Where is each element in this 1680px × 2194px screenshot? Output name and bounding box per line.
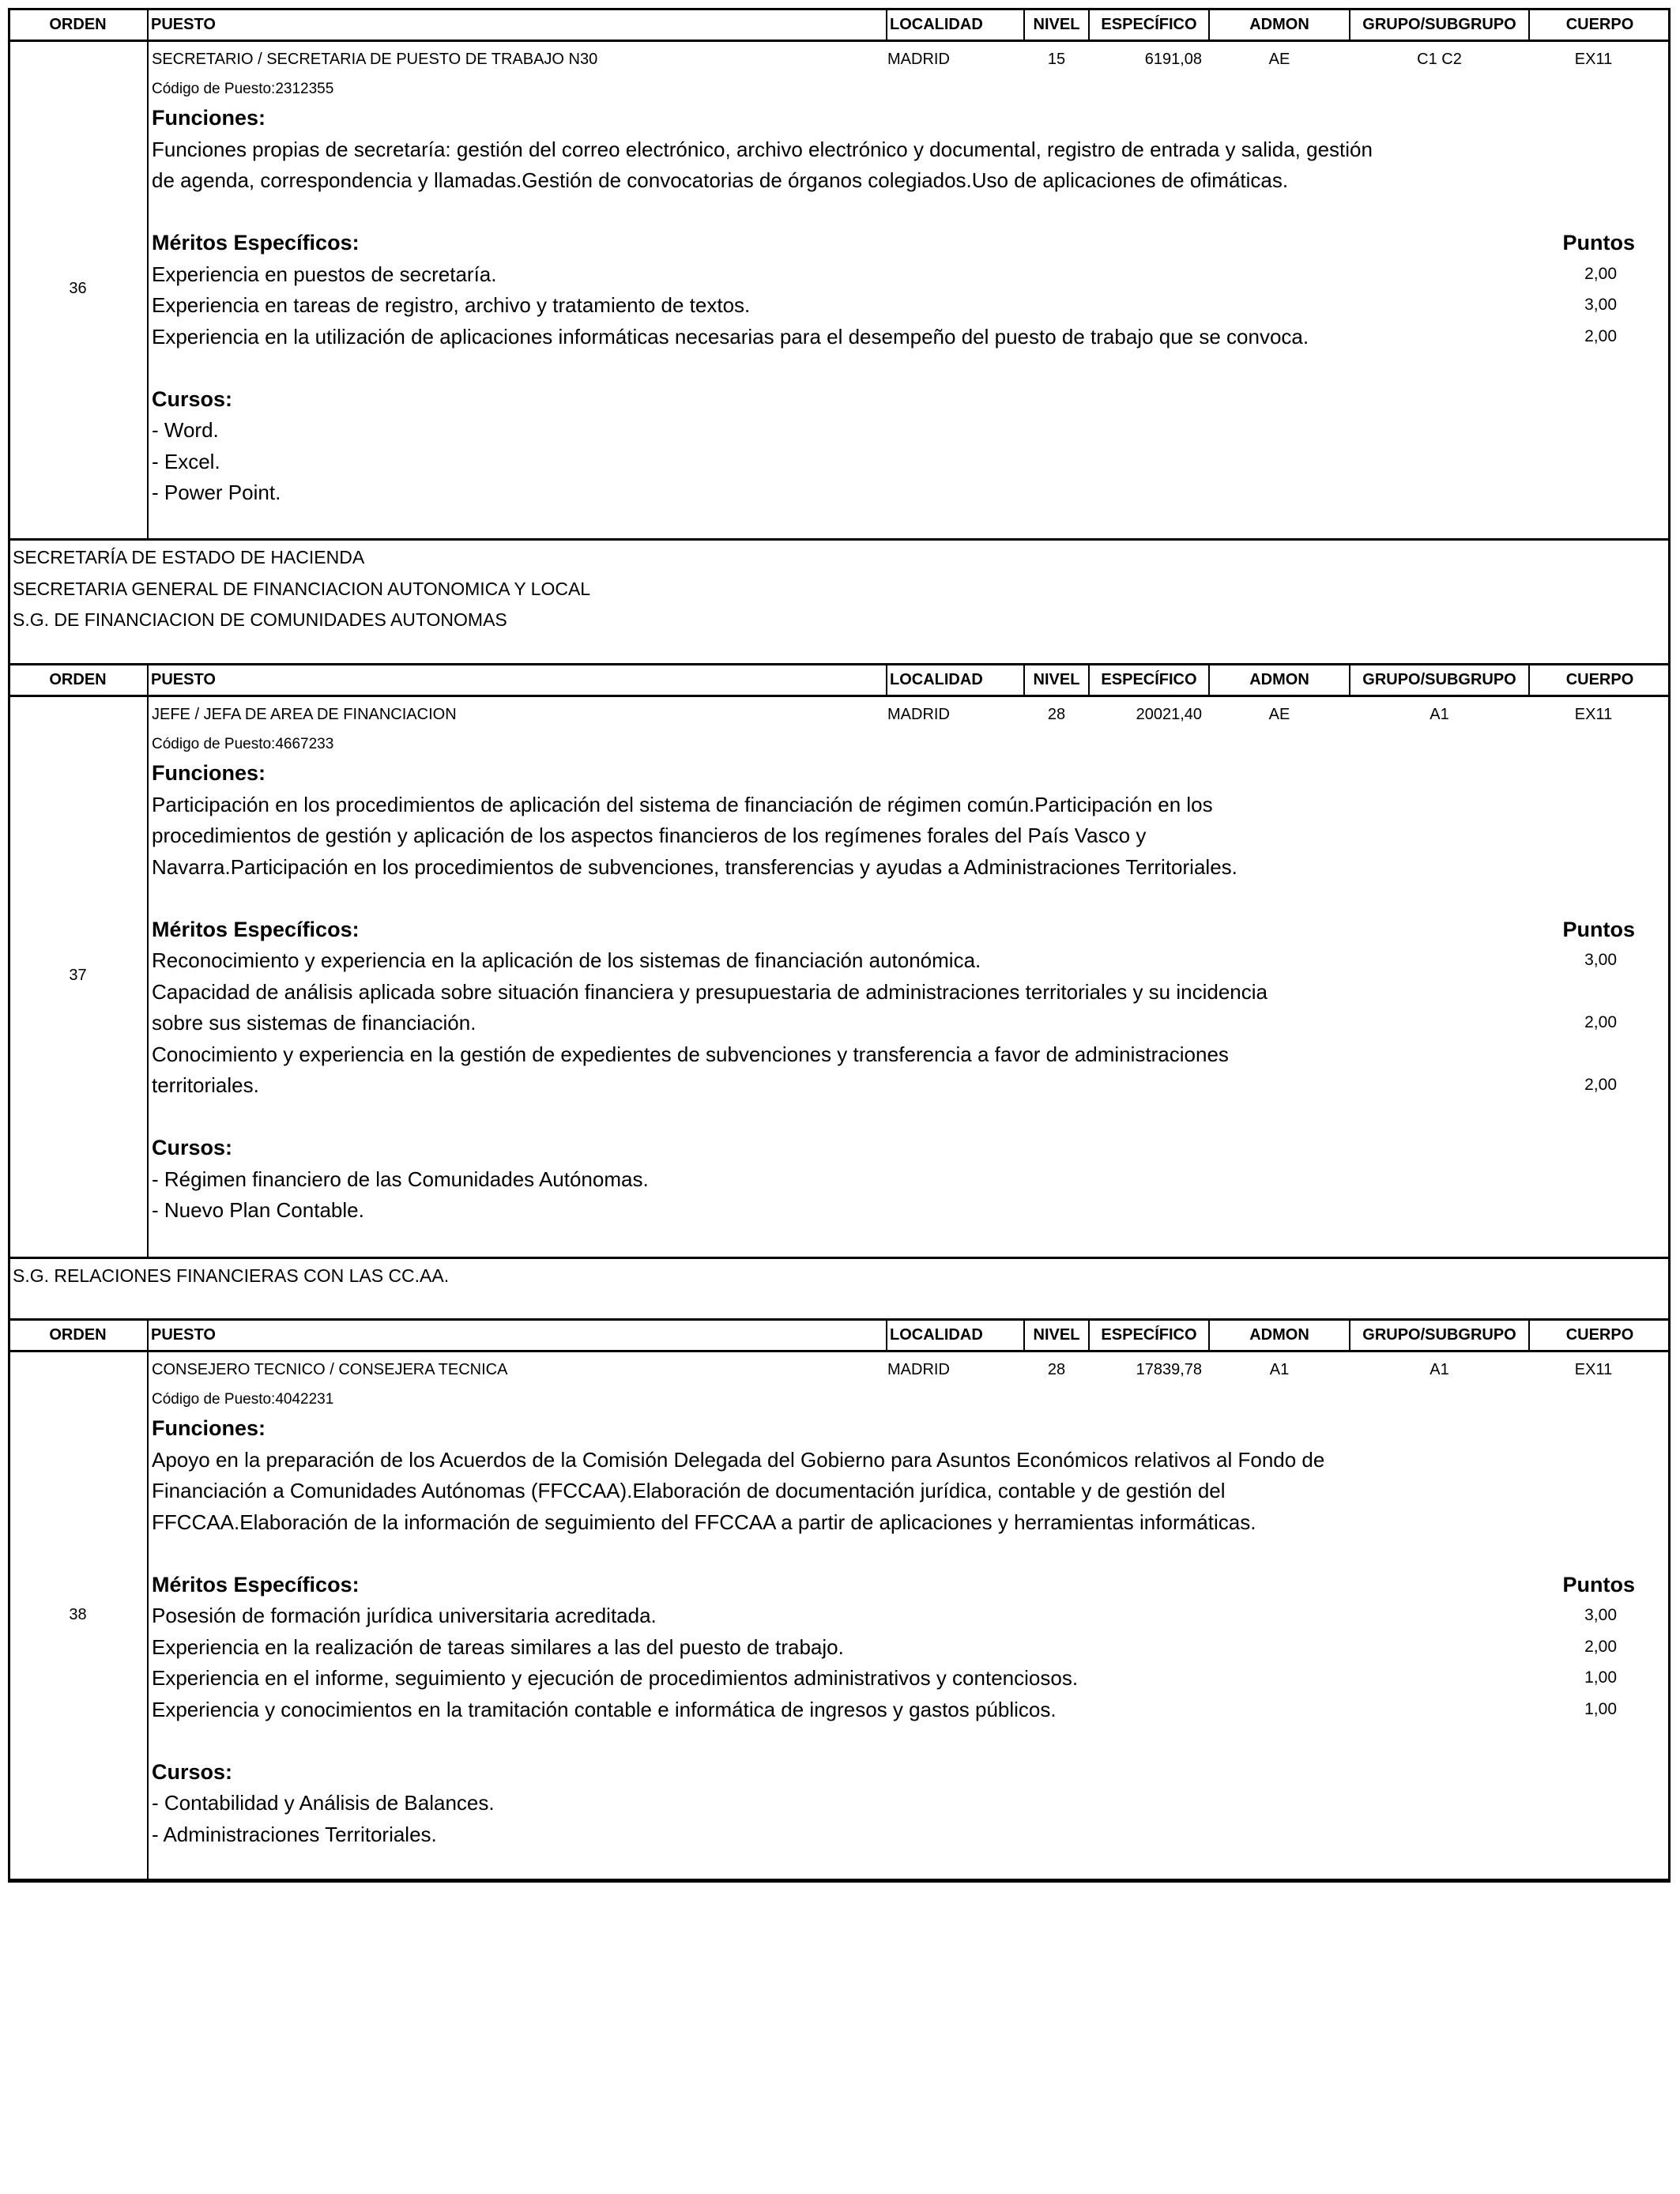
column-header: NIVEL [1033, 671, 1080, 688]
merito-points: 2,00 [1584, 1637, 1617, 1656]
funciones-line: FFCCAA.Elaboración de la información de seguimiento del FFCCAA a partir de aplicaciones y herramientas informáticas. [152, 1510, 1256, 1534]
especifico-value: 6191,08 [1144, 51, 1202, 68]
merito-line: Experiencia en el informe, seguimiento y ejecución de procedimientos administrativos y contenciosos. [152, 1666, 1079, 1690]
column-header: ESPECÍFICO [1101, 16, 1197, 33]
column-header: ORDEN [49, 16, 107, 33]
grupo-value: C1 C2 [1417, 51, 1462, 68]
column-header: ADMON [1249, 1326, 1309, 1344]
column-header: GRUPO/SUBGRUPO [1362, 671, 1516, 688]
orden-number: 38 [69, 1606, 87, 1623]
orden-number: 37 [69, 967, 87, 984]
funciones-line: Funciones propias de secretaría: gestión del correo electrónico, archivo electrónico y documental, registro de entrada y salida, gestión [152, 137, 1373, 161]
localidad-value: MADRID [887, 51, 950, 68]
rule-horizontal [8, 1318, 1671, 1321]
funciones-line: procedimientos de gestión y aplicación de los aspectos financieros de los regímenes forales del País Vasco y [152, 824, 1147, 847]
especifico-value: 17839,78 [1136, 1361, 1202, 1378]
column-header: GRUPO/SUBGRUPO [1362, 16, 1516, 33]
funciones-line: Financiación a Comunidades Autónomas (FFCCAA).Elaboración de documentación jurídica, contable y de gestión del [152, 1479, 1226, 1502]
nivel-value: 28 [1047, 706, 1066, 723]
cuerpo-value: EX11 [1574, 1361, 1613, 1378]
rule-vertical [1668, 8, 1671, 1881]
column-header: NIVEL [1033, 1326, 1080, 1344]
curso-item: - Nuevo Plan Contable. [152, 1198, 364, 1222]
column-header: PUESTO [151, 671, 216, 688]
admon-value: AE [1268, 706, 1290, 723]
merito-points: 2,00 [1584, 326, 1617, 345]
curso-item: - Administraciones Territoriales. [152, 1822, 437, 1846]
merito-line: Experiencia y conocimientos en la tramitación contable e informática de ingresos y gastos públicos. [152, 1697, 1057, 1721]
organization-unit-line: S.G. DE FINANCIACION DE COMUNIDADES AUTONOMAS [13, 609, 507, 630]
column-header: LOCALIDAD [890, 671, 983, 688]
column-header: CUERPO [1565, 671, 1634, 688]
column-header: PUESTO [151, 1326, 216, 1344]
puesto-title: JEFE / JEFA DE AREA DE FINANCIACION [152, 706, 457, 723]
column-header: ESPECÍFICO [1101, 1326, 1197, 1344]
column-header: ADMON [1249, 16, 1309, 33]
cuerpo-value: EX11 [1574, 51, 1613, 68]
code-value: 2312355 [275, 81, 334, 97]
funciones-line: de agenda, correspondencia y llamadas.Gestión de convocatorias de órganos colegiados.Uso de aplicaciones de ofimáticas. [152, 168, 1289, 192]
merito-points: 2,00 [1584, 1076, 1617, 1094]
code-label: Código de Puesto: [152, 81, 276, 97]
merito-line: Capacidad de análisis aplicada sobre situación financiera y presupuestaria de administraciones territoriales y su incidencia [152, 979, 1268, 1004]
funciones-heading: Funciones: [152, 761, 266, 785]
organization-unit-line: SECRETARÍA DE ESTADO DE HACIENDA [13, 547, 365, 567]
cursos-heading: Cursos: [152, 386, 233, 411]
puesto-title: CONSEJERO TECNICO / CONSEJERA TECNICA [152, 1361, 508, 1378]
localidad-value: MADRID [887, 1361, 950, 1378]
merito-line: Posesión de formación jurídica universitaria acreditada. [152, 1604, 657, 1627]
meritos-heading: Méritos Específicos: [152, 231, 360, 254]
puntos-heading: Puntos [1562, 231, 1635, 254]
rule-horizontal [8, 695, 1671, 697]
curso-item: - Word. [152, 418, 219, 442]
localidad-value: MADRID [887, 706, 950, 723]
merito-line: territoriales. [152, 1073, 259, 1097]
column-header: NIVEL [1033, 16, 1080, 33]
rule-horizontal [8, 1350, 1671, 1352]
rule-horizontal [8, 538, 1671, 541]
merito-line: Experiencia en la utilización de aplicaciones informáticas necesarias para el desempeño del puesto de trabajo que se convoca. [152, 324, 1309, 349]
merito-points: 3,00 [1584, 951, 1617, 969]
column-header: LOCALIDAD [890, 16, 983, 33]
merito-points: 3,00 [1584, 1606, 1617, 1624]
curso-item: - Power Point. [152, 481, 281, 504]
orden-number: 36 [69, 280, 87, 297]
code-value: 4042231 [275, 1391, 334, 1408]
column-header: ORDEN [49, 1326, 107, 1344]
funciones-line: Apoyo en la preparación de los Acuerdos de la Comisión Delegada del Gobierno para Asuntos Económicos relativos al Fondo de [152, 1447, 1325, 1472]
merito-points: 1,00 [1584, 1668, 1617, 1687]
meritos-heading: Méritos Específicos: [152, 917, 360, 941]
puntos-heading: Puntos [1562, 1572, 1635, 1596]
merito-points: 2,00 [1584, 1013, 1617, 1031]
funciones-heading: Funciones: [152, 106, 266, 130]
cursos-heading: Cursos: [152, 1759, 233, 1784]
cuerpo-value: EX11 [1574, 706, 1613, 723]
curso-item: - Contabilidad y Análisis de Balances. [152, 1791, 495, 1815]
puntos-heading: Puntos [1562, 917, 1635, 941]
meritos-heading: Méritos Específicos: [152, 1572, 360, 1596]
rule-horizontal [8, 40, 1671, 42]
column-header: CUERPO [1565, 16, 1634, 33]
rule-horizontal [8, 1257, 1671, 1259]
rule-horizontal [8, 663, 1671, 665]
column-header: LOCALIDAD [890, 1326, 983, 1344]
curso-item: - Régimen financiero de las Comunidades Autónomas. [152, 1167, 649, 1191]
code-value: 4667233 [275, 736, 334, 752]
grupo-value: A1 [1430, 1361, 1449, 1378]
merito-line: sobre sus sistemas de financiación. [152, 1011, 477, 1035]
column-header: ORDEN [49, 671, 107, 688]
column-header: ESPECÍFICO [1101, 671, 1197, 688]
rule-horizontal [8, 8, 1671, 10]
merito-line: Conocimiento y experiencia en la gestión de expedientes de subvenciones y transferencia a favor de administraciones [152, 1042, 1229, 1066]
funciones-line: Navarra.Participación en los procedimientos de subvenciones, transferencias y ayudas a Administraciones Territoriales. [152, 854, 1237, 879]
column-header: CUERPO [1565, 1326, 1634, 1344]
column-header: GRUPO/SUBGRUPO [1362, 1326, 1516, 1344]
merito-line: Experiencia en la realización de tareas similares a las del puesto de trabajo. [152, 1634, 844, 1659]
code-label: Código de Puesto: [152, 736, 276, 752]
admon-value: A1 [1269, 1361, 1290, 1378]
merito-line: Reconocimiento y experiencia en la aplicación de los sistemas de financiación autonómica. [152, 948, 981, 972]
column-header: PUESTO [151, 16, 216, 33]
merito-line: Experiencia en puestos de secretaría. [152, 262, 497, 286]
merito-points: 3,00 [1584, 296, 1617, 314]
curso-item: - Excel. [152, 449, 220, 473]
grupo-value: A1 [1430, 706, 1449, 723]
funciones-line: Participación en los procedimientos de aplicación del sistema de financiación de régimen común.Participación en los [152, 792, 1213, 816]
column-header: ADMON [1249, 671, 1309, 688]
especifico-value: 20021,40 [1136, 706, 1202, 723]
organization-unit-line: SECRETARIA GENERAL DE FINANCIACION AUTONOMICA Y LOCAL [13, 578, 591, 599]
organization-unit-line: S.G. RELACIONES FINANCIERAS CON LAS CC.AA. [13, 1265, 450, 1286]
merito-line: Experiencia en tareas de registro, archivo y tratamiento de textos. [152, 293, 751, 317]
funciones-heading: Funciones: [152, 1416, 266, 1440]
code-label: Código de Puesto: [152, 1391, 276, 1408]
puesto-title: SECRETARIO / SECRETARIA DE PUESTO DE TRABAJO N30 [152, 51, 598, 68]
rule-horizontal [8, 1880, 1671, 1883]
cursos-heading: Cursos: [152, 1136, 233, 1159]
merito-points: 2,00 [1584, 264, 1617, 283]
nivel-value: 28 [1047, 1361, 1066, 1378]
admon-value: AE [1268, 51, 1290, 68]
merito-points: 1,00 [1584, 1699, 1617, 1718]
nivel-value: 15 [1047, 51, 1066, 68]
